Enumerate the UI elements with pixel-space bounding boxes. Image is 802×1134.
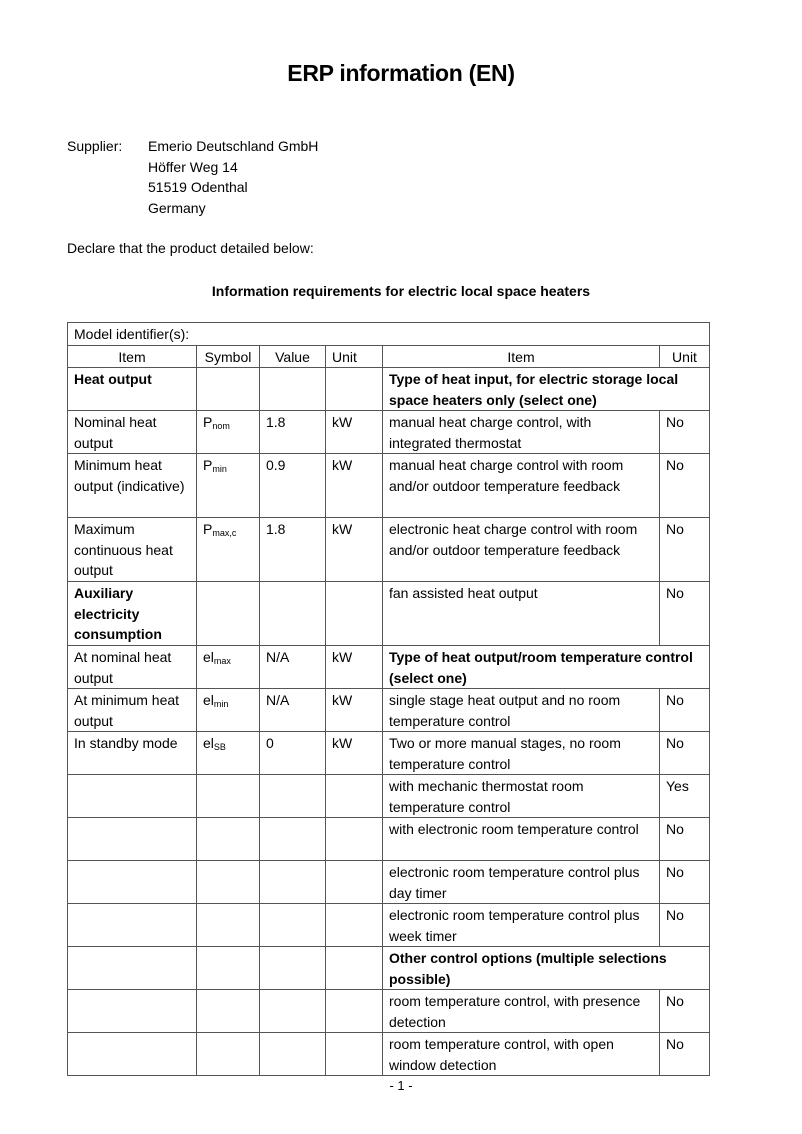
- cell-symbol: [197, 818, 260, 861]
- table-row: [68, 582, 710, 646]
- cell-symbol: [197, 732, 260, 775]
- cell-unit: kW: [326, 689, 383, 732]
- symbol-base: el: [203, 649, 214, 665]
- table-row: [68, 775, 710, 818]
- symbol-subscript: max,c: [212, 528, 237, 538]
- cell-item: [68, 947, 197, 990]
- table-row: [68, 947, 710, 990]
- supplier-city: 51519 Odenthal: [148, 179, 248, 195]
- cell-unit: [326, 904, 383, 947]
- page-title: ERP information (EN): [287, 60, 515, 86]
- cell-section-heading: Type of heat input, for electric storage local space heaters only (select one): [383, 368, 710, 411]
- cell-unit-2: No: [660, 689, 710, 732]
- cell-unit: [326, 990, 383, 1033]
- cell-unit: [326, 947, 383, 990]
- header-item: Item: [68, 345, 197, 368]
- supplier-company: Emerio Deutschland GmbH: [148, 138, 319, 154]
- cell-item-2: Two or more manual stages, no room temperature control: [383, 732, 660, 775]
- cell-item-2: manual heat charge control with room and/or outdoor temperature feedback: [383, 454, 660, 518]
- table-row: [68, 368, 710, 411]
- cell-unit: kW: [326, 518, 383, 582]
- cell-unit-2: No: [660, 904, 710, 947]
- cell-unit-2: Yes: [660, 775, 710, 818]
- header-unit: Unit: [326, 345, 383, 368]
- cell-item: [68, 990, 197, 1033]
- cell-symbol: [197, 861, 260, 904]
- table-row: [68, 861, 710, 904]
- cell-unit-2: No: [660, 1033, 710, 1076]
- cell-value: 1.8: [260, 518, 326, 582]
- table-row: [68, 454, 710, 518]
- table-row: [68, 990, 710, 1033]
- cell-unit-2: No: [660, 411, 710, 454]
- cell-item: [68, 818, 197, 861]
- cell-symbol: [197, 904, 260, 947]
- table-row: [68, 818, 710, 861]
- cell-item: [68, 775, 197, 818]
- cell-item-2: with mechanic thermostat room temperature control: [383, 775, 660, 818]
- cell-symbol: [197, 454, 260, 518]
- model-identifier-label: Model identifier(s):: [68, 323, 710, 346]
- symbol-base: P: [203, 457, 213, 473]
- cell-item: At nominal heat output: [68, 646, 197, 689]
- cell-item: In standby mode: [68, 732, 197, 775]
- table-row: [68, 518, 710, 582]
- section-title: Information requirements for electric local space heaters: [211, 283, 591, 299]
- cell-item: [68, 904, 197, 947]
- cell-symbol: [197, 775, 260, 818]
- cell-unit-2: No: [660, 818, 710, 861]
- cell-section-heading: Type of heat output/room temperature control (select one): [383, 646, 710, 689]
- cell-value: [260, 582, 326, 646]
- table-row: [68, 646, 710, 689]
- supplier-street: Höffer Weg 14: [148, 158, 238, 175]
- table-row: [68, 1033, 710, 1076]
- cell-unit: kW: [326, 454, 383, 518]
- cell-item-2: room temperature control, with open window detection: [383, 1033, 660, 1076]
- symbol-base: P: [203, 521, 213, 537]
- cell-symbol: [197, 518, 260, 582]
- supplier-label: Supplier:: [67, 138, 123, 154]
- cell-value: [260, 368, 326, 411]
- cell-unit-2: No: [660, 732, 710, 775]
- cell-symbol: [197, 582, 260, 646]
- cell-unit-2: No: [660, 990, 710, 1033]
- table-row: [68, 732, 710, 775]
- symbol-subscript: nom: [212, 421, 230, 431]
- cell-value: 0.9: [260, 454, 326, 518]
- cell-unit: [326, 1033, 383, 1076]
- cell-unit-2: No: [660, 582, 710, 646]
- header-unit-2: Unit: [660, 345, 710, 368]
- cell-item: Heat output: [68, 368, 197, 411]
- cell-value: 1.8: [260, 411, 326, 454]
- cell-value: 0: [260, 732, 326, 775]
- cell-item: [68, 861, 197, 904]
- symbol-base: el: [203, 692, 214, 708]
- symbol-subscript: min: [212, 464, 227, 474]
- symbol-subscript: max: [213, 656, 231, 666]
- header-value: Value: [260, 345, 326, 368]
- cell-item-2: electronic heat charge control with room and/or outdoor temperature feedback: [383, 518, 660, 582]
- cell-item: At minimum heat output: [68, 689, 197, 732]
- table-row: [68, 689, 710, 732]
- cell-item: [68, 1033, 197, 1076]
- cell-unit: [326, 818, 383, 861]
- symbol-subscript: min: [213, 699, 229, 709]
- cell-value: [260, 947, 326, 990]
- cell-value: [260, 904, 326, 947]
- cell-unit-2: No: [660, 518, 710, 582]
- cell-item: Maximum continuous heat output: [68, 518, 197, 582]
- cell-value: [260, 861, 326, 904]
- cell-item-2: with electronic room temperature control: [383, 818, 660, 861]
- cell-section-heading: Other control options (multiple selections possible): [383, 947, 710, 990]
- cell-symbol: [197, 368, 260, 411]
- cell-symbol: [197, 990, 260, 1033]
- cell-symbol: [197, 689, 260, 732]
- cell-item: Nominal heat output: [68, 411, 197, 454]
- cell-unit-2: No: [660, 861, 710, 904]
- model-identifier-row: [68, 323, 710, 346]
- cell-unit: [326, 775, 383, 818]
- cell-symbol: [197, 1033, 260, 1076]
- symbol-subscript: SB: [213, 742, 226, 752]
- erp-info-table: [67, 322, 710, 1076]
- header-item-2: Item: [383, 345, 660, 368]
- declaration-text: Declare that the product detailed below:: [67, 240, 314, 256]
- cell-unit: [326, 582, 383, 646]
- cell-item-2: electronic room temperature control plus day timer: [383, 861, 660, 904]
- cell-unit-2: No: [660, 454, 710, 518]
- cell-item: Minimum heat output (indicative): [68, 454, 197, 518]
- cell-unit: kW: [326, 732, 383, 775]
- cell-value: [260, 1033, 326, 1076]
- cell-item-2: single stage heat output and no room temperature control: [383, 689, 660, 732]
- cell-value: [260, 818, 326, 861]
- cell-value: N/A: [260, 689, 326, 732]
- supplier-country: Germany: [148, 199, 206, 216]
- cell-value: [260, 775, 326, 818]
- cell-unit: kW: [326, 411, 383, 454]
- cell-symbol: [197, 646, 260, 689]
- cell-item-2: fan assisted heat output: [383, 582, 660, 646]
- cell-value: N/A: [260, 646, 326, 689]
- header-symbol: Symbol: [197, 345, 260, 368]
- supplier-address: [148, 136, 318, 218]
- cell-unit: [326, 861, 383, 904]
- cell-item: Auxiliary electricity consumption: [68, 582, 197, 646]
- table-body: [68, 368, 710, 1076]
- cell-symbol: [197, 947, 260, 990]
- cell-unit: kW: [326, 646, 383, 689]
- cell-unit: [326, 368, 383, 411]
- table-header-row: [68, 345, 710, 368]
- table-row: [68, 904, 710, 947]
- cell-item-2: electronic room temperature control plus week timer: [383, 904, 660, 947]
- cell-item-2: manual heat charge control, with integrated thermostat: [383, 411, 660, 454]
- cell-value: [260, 990, 326, 1033]
- symbol-base: el: [203, 735, 214, 751]
- cell-symbol: [197, 411, 260, 454]
- table-row: [68, 411, 710, 454]
- cell-item-2: room temperature control, with presence detection: [383, 990, 660, 1033]
- page-number: - 1 -: [389, 1078, 413, 1093]
- symbol-base: P: [203, 414, 213, 430]
